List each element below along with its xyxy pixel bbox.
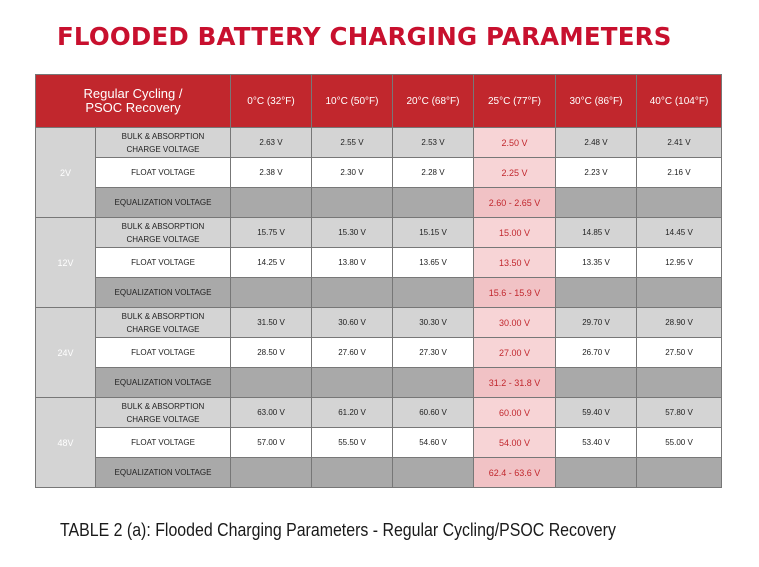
table-row [36,308,722,338]
bulk-label-line-1: BULK & ABSORPTION [121,131,205,141]
bulk-voltage-cell: 30.30 V [393,308,474,338]
bulk-voltage-cell: 60.00 V [474,398,556,428]
float-voltage-cell: 14.25 V [231,248,312,278]
empty-cell [231,278,312,308]
empty-cell [393,368,474,398]
bulk-voltage-cell: 15.15 V [393,218,474,248]
corner-line-2: PSOC Recovery [85,100,181,115]
bulk-voltage-cell: 2.53 V [393,128,474,158]
table-row [36,278,722,308]
equalization-voltage-cell: 15.6 - 15.9 V [474,278,556,308]
bulk-voltage-cell: 30.60 V [312,308,393,338]
empty-cell [312,188,393,218]
bulk-label-line-2: CHARGE VOLTAGE [126,234,200,244]
empty-cell [637,278,722,308]
float-voltage-cell: 27.00 V [474,338,556,368]
table-row [36,128,722,158]
bulk-absorption-label [96,398,231,428]
page-title: FLOODED BATTERY CHARGING PARAMETERS [57,22,672,51]
equalization-voltage-cell: 31.2 - 31.8 V [474,368,556,398]
equalization-voltage-cell: 62.4 - 63.6 V [474,458,556,488]
float-voltage-label: FLOAT VOLTAGE [96,248,231,278]
bulk-absorption-label [96,218,231,248]
float-voltage-cell: 57.00 V [231,428,312,458]
empty-cell [231,368,312,398]
table-row [36,428,722,458]
system-voltage-cell: 2V [36,128,96,218]
system-voltage-cell: 12V [36,218,96,308]
bulk-voltage-cell: 59.40 V [556,398,637,428]
bulk-voltage-cell: 2.41 V [637,128,722,158]
table-corner-header [36,75,231,128]
float-voltage-cell: 55.50 V [312,428,393,458]
table-row [36,368,722,398]
equalization-voltage-cell: 2.60 - 2.65 V [474,188,556,218]
bulk-voltage-cell: 2.55 V [312,128,393,158]
bulk-voltage-cell: 31.50 V [231,308,312,338]
float-voltage-cell: 28.50 V [231,338,312,368]
empty-cell [637,368,722,398]
empty-cell [637,458,722,488]
bulk-voltage-cell: 14.85 V [556,218,637,248]
bulk-voltage-cell: 2.50 V [474,128,556,158]
float-voltage-cell: 2.16 V [637,158,722,188]
empty-cell [637,188,722,218]
empty-cell [312,278,393,308]
header-row [36,75,722,128]
empty-cell [393,188,474,218]
float-voltage-cell: 27.60 V [312,338,393,368]
float-voltage-cell: 13.50 V [474,248,556,278]
empty-cell [312,368,393,398]
float-voltage-cell: 13.80 V [312,248,393,278]
charging-parameters-table [35,74,722,488]
temp-header: 40°C (104°F) [637,75,722,128]
float-voltage-cell: 2.25 V [474,158,556,188]
float-voltage-cell: 2.28 V [393,158,474,188]
table-row [36,158,722,188]
float-voltage-cell: 2.38 V [231,158,312,188]
bulk-voltage-cell: 15.75 V [231,218,312,248]
bulk-voltage-cell: 63.00 V [231,398,312,428]
float-voltage-label: FLOAT VOLTAGE [96,428,231,458]
temp-header: 30°C (86°F) [556,75,637,128]
temp-header: 20°C (68°F) [393,75,474,128]
bulk-voltage-cell: 30.00 V [474,308,556,338]
empty-cell [393,278,474,308]
equalization-voltage-label: EQUALIZATION VOLTAGE [96,368,231,398]
float-voltage-cell: 55.00 V [637,428,722,458]
table-row [36,398,722,428]
empty-cell [312,458,393,488]
table-caption: TABLE 2 (a): Flooded Charging Parameters - Regular Cycling/PSOC Recovery [60,519,616,540]
bulk-voltage-cell: 29.70 V [556,308,637,338]
bulk-label-line-1: BULK & ABSORPTION [121,221,205,231]
bulk-voltage-cell: 15.00 V [474,218,556,248]
table-row [36,218,722,248]
system-voltage-cell: 48V [36,398,96,488]
bulk-voltage-cell: 2.48 V [556,128,637,158]
float-voltage-cell: 13.65 V [393,248,474,278]
temp-header: 0°C (32°F) [231,75,312,128]
float-voltage-cell: 54.00 V [474,428,556,458]
float-voltage-cell: 53.40 V [556,428,637,458]
empty-cell [556,458,637,488]
bulk-absorption-label [96,308,231,338]
empty-cell [556,278,637,308]
float-voltage-cell: 2.30 V [312,158,393,188]
empty-cell [556,368,637,398]
temp-header: 25°C (77°F) [474,75,556,128]
bulk-voltage-cell: 2.63 V [231,128,312,158]
float-voltage-cell: 27.30 V [393,338,474,368]
equalization-voltage-label: EQUALIZATION VOLTAGE [96,458,231,488]
float-voltage-cell: 54.60 V [393,428,474,458]
float-voltage-cell: 12.95 V [637,248,722,278]
table-row [36,458,722,488]
table-body [36,128,722,488]
bulk-absorption-label [96,128,231,158]
bulk-label-line-1: BULK & ABSORPTION [121,401,205,411]
table-row [36,338,722,368]
equalization-voltage-label: EQUALIZATION VOLTAGE [96,278,231,308]
bulk-voltage-cell: 57.80 V [637,398,722,428]
float-voltage-cell: 27.50 V [637,338,722,368]
bulk-voltage-cell: 15.30 V [312,218,393,248]
float-voltage-label: FLOAT VOLTAGE [96,158,231,188]
bulk-label-line-2: CHARGE VOLTAGE [126,144,200,154]
empty-cell [231,458,312,488]
bulk-label-line-1: BULK & ABSORPTION [121,311,205,321]
bulk-label-line-2: CHARGE VOLTAGE [126,414,200,424]
table-row [36,188,722,218]
table-row [36,248,722,278]
temp-header: 10°C (50°F) [312,75,393,128]
corner-line-1: Regular Cycling / [83,86,183,101]
bulk-label-line-2: CHARGE VOLTAGE [126,324,200,334]
system-voltage-cell: 24V [36,308,96,398]
empty-cell [556,188,637,218]
bulk-voltage-cell: 14.45 V [637,218,722,248]
float-voltage-cell: 2.23 V [556,158,637,188]
float-voltage-label: FLOAT VOLTAGE [96,338,231,368]
empty-cell [231,188,312,218]
bulk-voltage-cell: 60.60 V [393,398,474,428]
equalization-voltage-label: EQUALIZATION VOLTAGE [96,188,231,218]
bulk-voltage-cell: 61.20 V [312,398,393,428]
empty-cell [393,458,474,488]
bulk-voltage-cell: 28.90 V [637,308,722,338]
float-voltage-cell: 26.70 V [556,338,637,368]
float-voltage-cell: 13.35 V [556,248,637,278]
